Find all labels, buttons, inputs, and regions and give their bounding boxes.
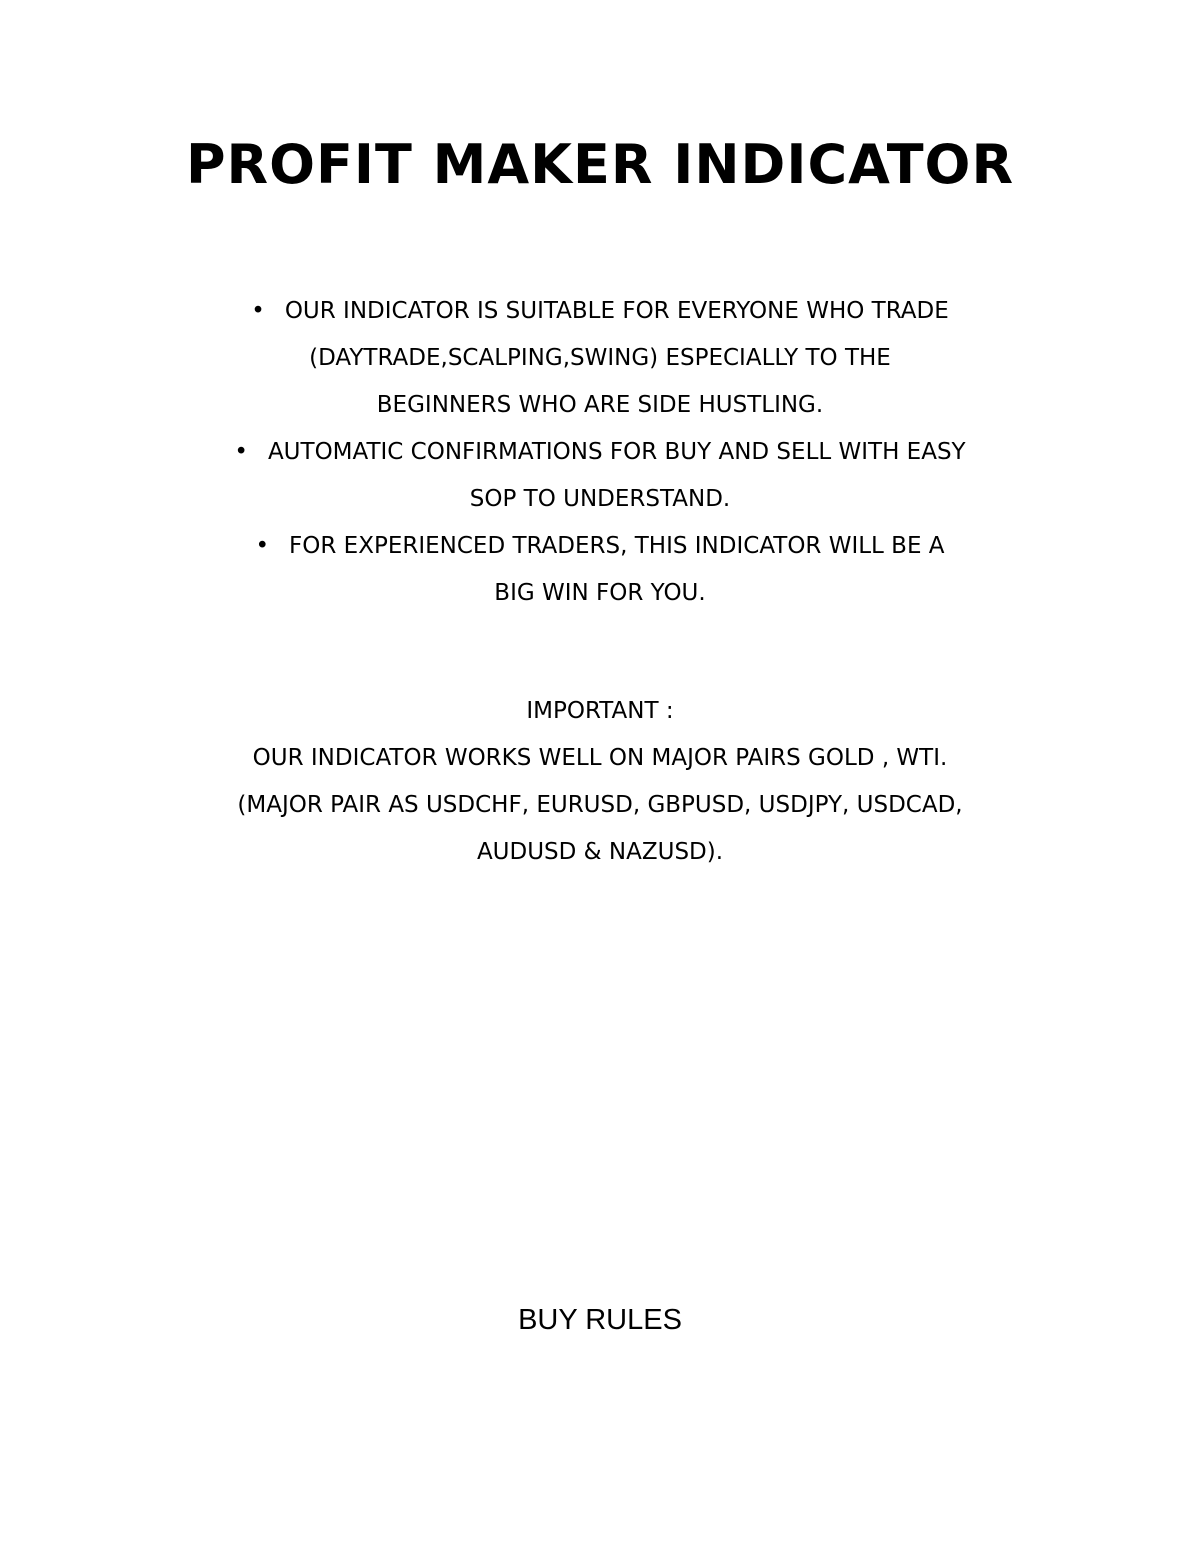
bullet-first-line — [0, 429, 1200, 476]
important-heading: IMPORTANT : — [526, 698, 674, 724]
bullet-continuation-line: (DAYTRADE,SCALPING,SWING) ESPECIALLY TO THE — [309, 345, 891, 371]
bullet-dot-icon: • — [251, 298, 265, 324]
bullet-text: AUTOMATIC CONFIRMATIONS FOR BUY AND SELL WITH EASY — [267, 439, 966, 465]
important-line: (MAJOR PAIR AS USDCHF, EURUSD, GBPUSD, USDJPY, USDCAD, — [237, 792, 963, 818]
bullet-item — [0, 523, 1200, 617]
buy-rules-heading: BUY RULES — [518, 1304, 682, 1336]
bullet-continuation-line: BEGINNERS WHO ARE SIDE HUSTLING. — [376, 392, 824, 418]
bullet-continuation-line: BIG WIN FOR YOU. — [494, 580, 706, 606]
bullet-item — [0, 429, 1200, 523]
document-title: PROFIT MAKER INDICATOR — [185, 133, 1015, 196]
bullet-first-line — [0, 288, 1200, 335]
bullet-text: OUR INDICATOR IS SUITABLE FOR EVERYONE WHO TRADE — [284, 298, 949, 324]
feature-bullet-list — [0, 288, 1200, 617]
important-note — [0, 688, 1200, 876]
important-line: AUDUSD & NAZUSD). — [476, 839, 724, 865]
bullet-text: FOR EXPERIENCED TRADERS, THIS INDICATOR WILL BE A — [289, 533, 945, 559]
bullet-first-line — [0, 523, 1200, 570]
bullet-item — [0, 288, 1200, 429]
important-line: OUR INDICATOR WORKS WELL ON MAJOR PAIRS GOLD , WTI. — [252, 745, 948, 771]
bullet-dot-icon: • — [255, 533, 270, 559]
bullet-continuation-line: SOP TO UNDERSTAND. — [469, 486, 731, 512]
bullet-dot-icon: • — [234, 439, 248, 465]
